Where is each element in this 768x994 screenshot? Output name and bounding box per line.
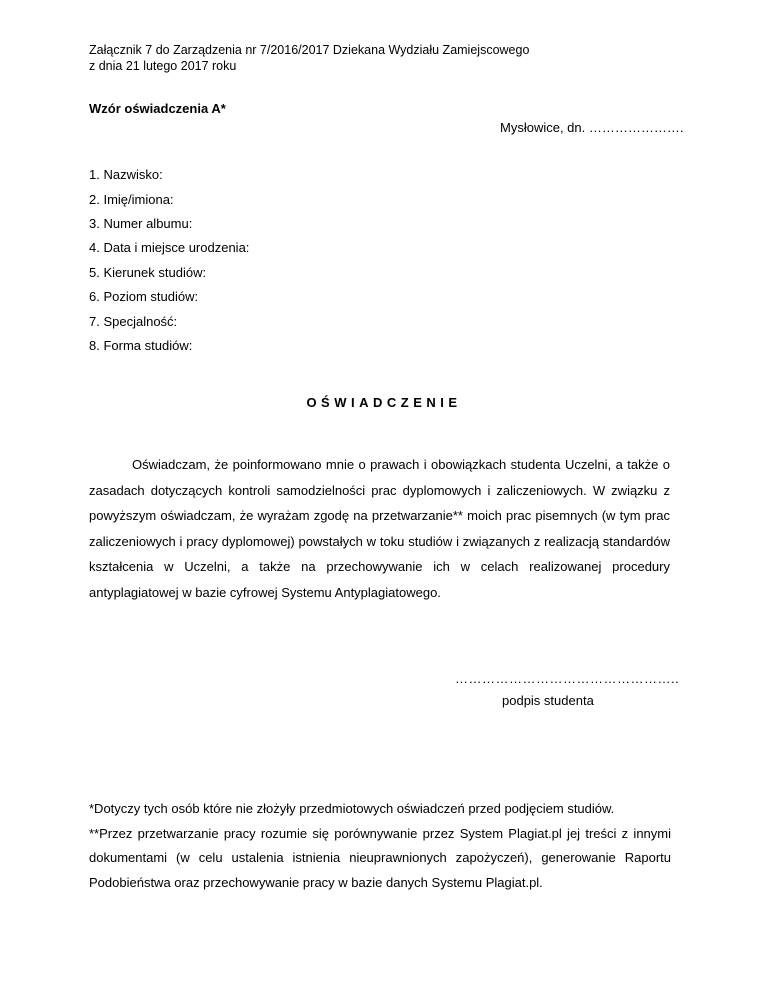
field-surname: 1. Nazwisko: — [89, 167, 163, 182]
field-album-number: 3. Numer albumu: — [89, 216, 193, 231]
header-line-2: z dnia 21 lutego 2017 roku — [89, 59, 237, 73]
field-first-names: 2. Imię/imiona: — [89, 192, 174, 207]
signature-label: podpis studenta — [502, 693, 594, 708]
signature-line: ………………………………………….. — [455, 671, 680, 686]
footnote-2: **Przez przetwarzanie pracy rozumie się porównywanie przez System Plagiat.pl jej treści z innymi dokumentami (w celu ustalenia istnienia nieuprawnionych zapożyczeń), generowanie Raportu Podobieństwa oraz przechowywanie pracy w bazie danych Systemu Plagiat.pl. — [89, 825, 671, 890]
place-date: Mysłowice, dn. …………………. — [500, 120, 684, 135]
field-field-of-study: 5. Kierunek studiów: — [89, 265, 207, 280]
footnote-1: *Dotyczy tych osób które nie złożyły przedmiotowych oświadczeń przed podjęciem studiów. — [89, 801, 615, 816]
header-line-1: Załącznik 7 do Zarządzenia nr 7/2016/2017 Dziekana Wydziału Zamiejscowego — [89, 43, 530, 57]
statement-heading: OŚWIADCZENIE — [306, 395, 462, 410]
form-title: Wzór oświadczenia A* — [89, 101, 226, 116]
field-birth-date-place: 4. Data i miejsce urodzenia: — [89, 240, 250, 255]
field-specialization: 7. Specjalność: — [89, 314, 178, 329]
field-study-form: 8. Forma studiów: — [89, 338, 193, 353]
field-study-level: 6. Poziom studiów: — [89, 289, 199, 304]
footnotes — [89, 797, 671, 895]
statement-text: Oświadczam, że poinformowano mnie o prawach i obowiązkach studenta Uczelni, a także o zasadach dotyczących kontroli samodzielności prac dyplomowych i zaliczeniowych. W związku z powyższym oświadczam, że wyrażam zgodę na przetwarzanie** moich prac pisemnych (w tym prac zaliczeniowych i pracy dyplomowej) powstałych w toku studiów i związanych z realizacją standardów kształcenia w Uczelni, a także na przechowywanie ich w celach realizowanej procedury antyplagiatowej w bazie cyfrowej Systemu Antyplagiatowego. — [89, 457, 670, 600]
statement-paragraph — [89, 452, 670, 605]
